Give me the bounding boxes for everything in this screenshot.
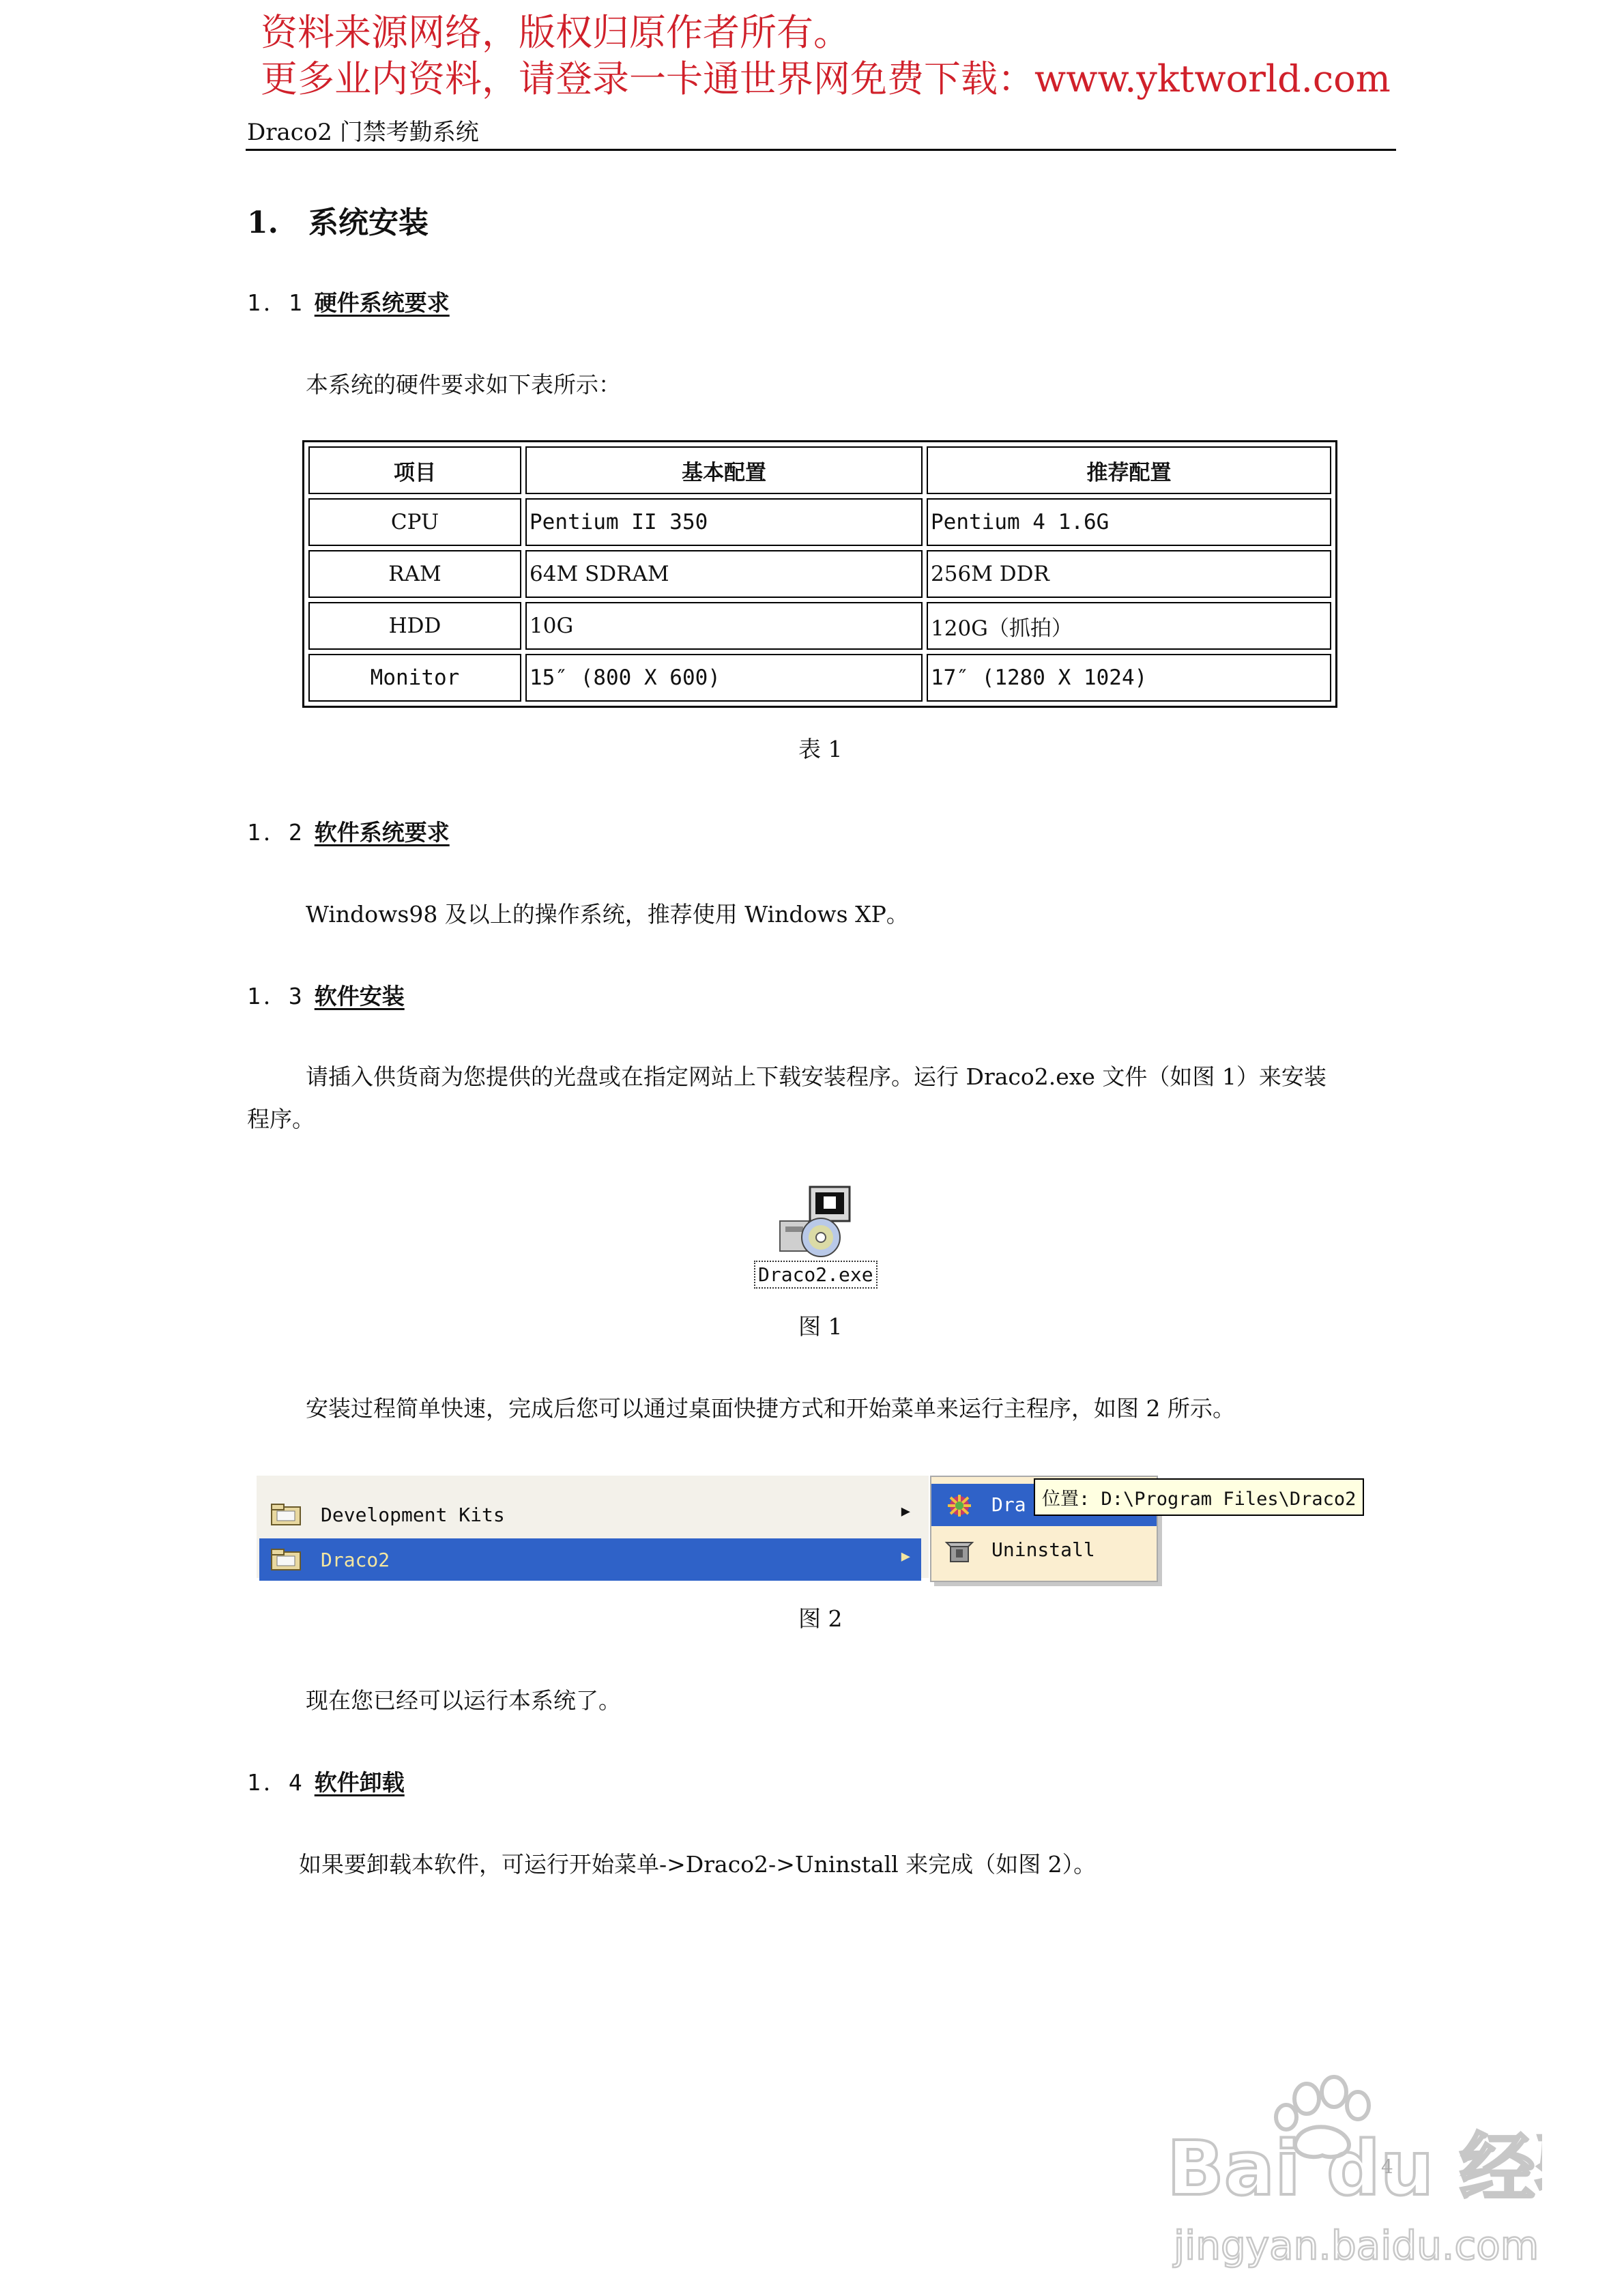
table-cell: 10G	[525, 602, 923, 650]
header-divider	[246, 149, 1396, 151]
subsection-title: 软件卸载	[314, 1769, 405, 1796]
table-cell: 120G（抓拍）	[927, 602, 1331, 650]
download-notice: 更多业内资料，请登录一卡通世界网免费下载：www.yktworld.com	[261, 57, 1391, 100]
table-caption: 表 1	[798, 736, 843, 762]
running-header: Draco2 门禁考勤系统	[247, 119, 479, 146]
figure1-caption: 图 1	[798, 1313, 843, 1340]
subsection-heading-install	[247, 979, 405, 1011]
subsection-number: 1．4	[247, 1769, 305, 1796]
location-tooltip: 位置: D:\Program Files\Draco2	[1034, 1478, 1364, 1516]
table-header-cell: 基本配置	[525, 446, 923, 494]
menu-item-draco2[interactable]	[259, 1538, 921, 1581]
program-folder-icon	[270, 1547, 302, 1571]
subsection-title: 软件安装	[314, 983, 405, 1009]
table-row	[308, 550, 1331, 598]
start-menu-panel	[257, 1476, 929, 1578]
subsection-title: 软件系统要求	[314, 819, 450, 846]
table-header-cell: 项目	[308, 446, 521, 494]
watermark-brand: Bai du 经	[1167, 2125, 1535, 2212]
subsection-heading-uninstall	[247, 1765, 405, 1797]
table-cell: RAM	[308, 550, 521, 598]
menu-item-development-kits[interactable]	[259, 1493, 921, 1536]
uninstall-text: 如果要卸载本软件，可运行开始菜单->Draco2->Uninstall 来完成（如图 2）。	[299, 1851, 1097, 1878]
table-cell: Monitor	[308, 654, 521, 702]
table-cell: 15″ (800 X 600)	[525, 654, 923, 702]
section-heading	[247, 198, 429, 242]
section-title: 系统安装	[308, 205, 429, 240]
table-cell: Pentium II 350	[525, 498, 923, 546]
setup-cd-icon	[747, 1184, 887, 1259]
program-folder-icon	[270, 1502, 302, 1526]
table-header-row	[308, 446, 1331, 494]
table-cell: CPU	[308, 498, 521, 546]
hardware-intro: 本系统的硬件要求如下表所示：	[306, 371, 621, 398]
table-row	[308, 654, 1331, 702]
subsection-heading-software	[247, 815, 450, 847]
install-text-line2: 程序。	[247, 1106, 315, 1132]
section-number: 1.	[247, 205, 278, 240]
software-requirements-text: Windows98 及以上的操作系统，推荐使用 Windows XP。	[306, 901, 909, 928]
hardware-requirements-table	[302, 440, 1337, 708]
submenu-arrow-icon: ▶	[901, 1548, 910, 1565]
submenu-item-label: Uninstall	[991, 1538, 1095, 1561]
subsection-number: 1．1	[247, 289, 305, 316]
draco2-app-icon	[944, 1492, 975, 1519]
table-header-cell: 推荐配置	[927, 446, 1331, 494]
submenu-item-uninstall[interactable]	[931, 1529, 1157, 1571]
table-row	[308, 498, 1331, 546]
baidu-paw-logo	[1160, 2075, 1542, 2280]
menu-item-label: Development Kits	[321, 1504, 505, 1526]
install-process-text: 安装过程简单快速，完成后您可以通过桌面快捷方式和开始菜单来运行主程序，如图 2 所示。	[306, 1395, 1235, 1422]
watermark-url: jingyan.baidu.com	[1174, 2222, 1539, 2269]
table-cell: Pentium 4 1.6G	[927, 498, 1331, 546]
table-cell: 64M SDRAM	[525, 550, 923, 598]
installer-icon[interactable]	[747, 1184, 887, 1300]
submenu-item-label: Dra	[991, 1493, 1026, 1516]
uninstall-icon	[944, 1537, 975, 1564]
figure2-caption: 图 2	[798, 1605, 843, 1632]
menu-item-label: Draco2	[321, 1549, 390, 1571]
table-row	[308, 602, 1331, 650]
baidu-jingyan-watermark	[1160, 2075, 1542, 2280]
subsection-title: 硬件系统要求	[314, 289, 450, 316]
copyright-notice: 资料来源网络，版权归原作者所有。	[261, 11, 850, 54]
subsection-number: 1．3	[247, 983, 305, 1009]
subsection-heading-hardware	[247, 285, 450, 317]
install-text-line1: 请插入供货商为您提供的光盘或在指定网站上下载安装程序。运行 Draco2.exe 文件（如图 1）来安装	[306, 1063, 1326, 1090]
installer-icon-label[interactable]: Draco2.exe	[754, 1261, 878, 1289]
submenu-arrow-icon: ▶	[901, 1503, 910, 1520]
table-cell: 17″ (1280 X 1024)	[927, 654, 1331, 702]
page-number: 4	[1381, 2155, 1393, 2178]
subsection-number: 1．2	[247, 819, 305, 846]
table-cell: HDD	[308, 602, 521, 650]
ready-text: 现在您已经可以运行本系统了。	[306, 1687, 621, 1714]
table-cell: 256M DDR	[927, 550, 1331, 598]
